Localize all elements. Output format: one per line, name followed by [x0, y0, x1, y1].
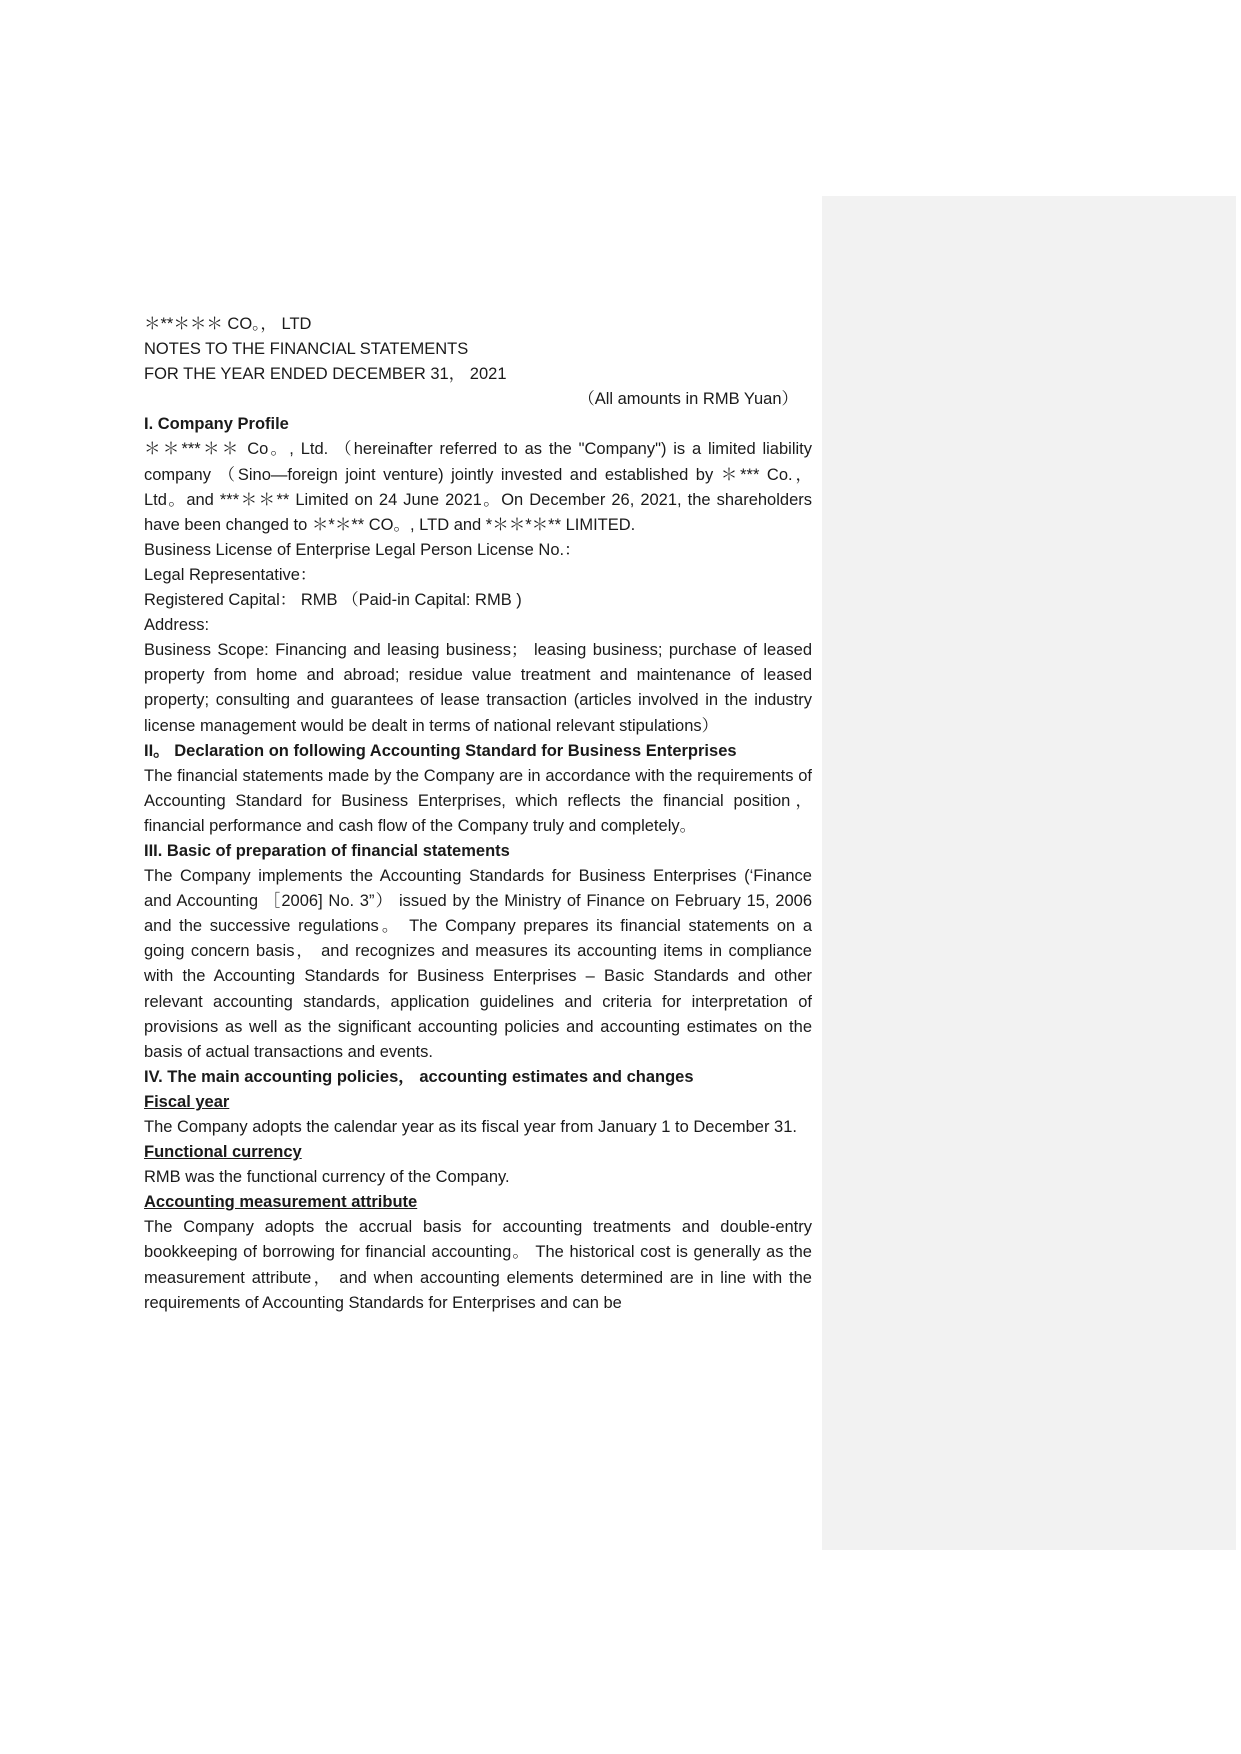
section-1-heading: I. Company Profile: [144, 415, 289, 434]
measurement-attribute-paragraph: The Company adopts the accrual basis for accounting treatments and double-entry bookkeeping of borrowing for financial accounting。 The historical cost is generally as the measurement attribute， and when accounting elements determined are in line with the requirements of Accounting Standards for Enterprises and can be: [144, 1218, 812, 1312]
section-3-heading: III. Basic of preparation of financial statements: [144, 841, 510, 860]
company-name: ＊**＊＊＊ CO。， LTD: [144, 315, 312, 333]
measurement-attribute-heading: Accounting measurement attribute: [144, 1193, 418, 1212]
comment-pane: [822, 196, 1236, 1550]
business-license-line: Business License of Enterprise Legal Person License No.：: [144, 540, 581, 559]
company-profile-paragraph: ＊＊***＊＊ Co。, Ltd. （hereinafter referred to as the "Company") is a limited liability company （Sino—foreign joint venture) jointly invested and established by ＊*** Co.， Ltd。and ***＊＊** Limited on 24 June 2021。On December 26, 2021, the shareholders have been changed to ＊*＊** CO。, LTD and *＊＊*＊** LIMITED.: [144, 440, 812, 534]
business-scope-paragraph: Business Scope: Financing and leasing business； leasing business; purchase of leased property from home and abroad; residue value treatment and maintenance of leased property; consulting and guarantees of lease transaction (articles involved in the industry license management would be dealt in terms of national relevant stipulations）: [144, 641, 812, 735]
section-2-heading: II。 Declaration on following Accounting Standard for Business Enterprises: [144, 741, 737, 760]
fiscal-year-paragraph: The Company adopts the calendar year as its fiscal year from January 1 to December 31.: [144, 1118, 797, 1136]
address-line: Address:: [144, 616, 210, 635]
section-3-paragraph: The Company implements the Accounting Standards for Business Enterprises (‘Finance and Accounting ［2006] No. 3”） issued by the Ministry of Finance on February 15, 2006 and the successive regulations。 The Company prepares its financial statements on a going concern basis， and recognizes and measures its accounting items in compliance with the Accounting Standards for Business Enterprises – Basic Standards and other relevant accounting standards, application guidelines and criteria for interpretation of provisions as well as the significant accounting policies and accounting estimates on the basis of actual transactions and events.: [144, 867, 812, 1061]
legal-representative-line: Legal Representative：: [144, 565, 317, 584]
amounts-note: （All amounts in RMB Yuan）: [578, 390, 798, 409]
functional-currency-heading: Functional currency: [144, 1143, 302, 1162]
functional-currency-paragraph: RMB was the functional currency of the Company.: [144, 1168, 510, 1187]
fiscal-year-heading: Fiscal year: [144, 1092, 230, 1111]
document-body: [144, 312, 812, 1316]
registered-capital-line: Registered Capital： RMB （Paid-in Capital: RMB ): [144, 591, 522, 610]
document-title: NOTES TO THE FINANCIAL STATEMENTS: [144, 340, 469, 359]
section-2-paragraph: The financial statements made by the Company are in accordance with the requirements of Accounting Standard for Business Enterprises, which reflects the financial position， financial performance and cash flow of the Company truly and completely。: [144, 766, 812, 835]
reporting-period: FOR THE YEAR ENDED DECEMBER 31， 2021: [144, 365, 507, 384]
section-4-heading: IV. The main accounting policies， accounting estimates and changes: [144, 1067, 694, 1086]
